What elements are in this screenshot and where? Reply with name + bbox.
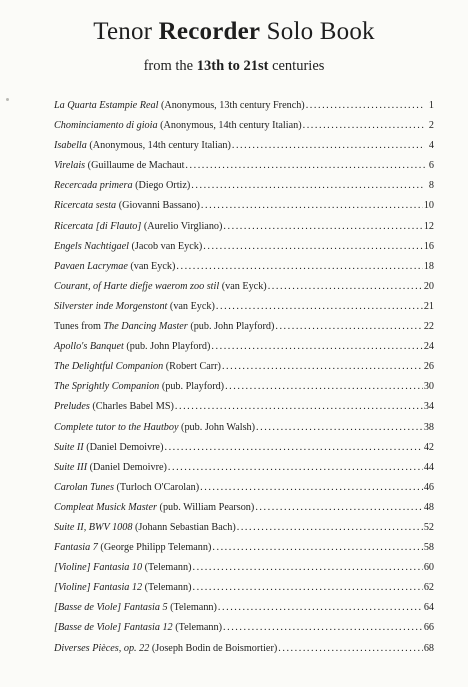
toc-entry [54, 578, 434, 598]
toc-page-number: 42 [423, 441, 434, 453]
toc-entry-work: Pavaen Lacrymae [54, 260, 128, 272]
toc-entry-composer: (van Eyck) [167, 300, 215, 312]
dot-leader [237, 518, 423, 538]
title-text-start: Tenor [93, 18, 159, 45]
toc-page-number: 66 [423, 622, 434, 634]
toc-entry-composer: (Aurelio Virgliano) [141, 220, 223, 232]
dot-leader [185, 156, 425, 176]
toc-entry-work: Preludes [54, 401, 90, 413]
subtitle-text-end: centuries [268, 58, 325, 74]
toc-entry-composer: (pub. John Playford) [187, 321, 275, 333]
toc-entry-work: Isabella [54, 140, 87, 152]
toc-entry [54, 217, 434, 237]
toc-page-number: 22 [423, 321, 434, 333]
toc-entry-composer: (Johann Sebastian Bach) [132, 521, 236, 533]
toc-entry [54, 639, 434, 659]
toc-entry-title [54, 337, 210, 357]
toc-page-number: 52 [423, 521, 434, 533]
toc-entry [54, 618, 434, 638]
toc-entry [54, 237, 434, 257]
toc-entry-title [54, 317, 274, 337]
toc-entry [54, 357, 434, 377]
toc-page-number: 4 [428, 140, 434, 152]
toc-page-number: 26 [423, 361, 434, 373]
dot-leader [168, 458, 423, 478]
toc-page-number: 6 [428, 160, 434, 172]
toc-entry-work: Silverster inde Morgenstont [54, 300, 168, 312]
toc-entry-composer: (Giovanni Bassano) [116, 200, 200, 212]
toc-entry-title [54, 277, 267, 297]
toc-entry-work: The Sprightly Companion [54, 381, 160, 393]
toc-entry-title [54, 478, 199, 498]
toc-page-number: 10 [423, 200, 434, 212]
toc-entry [54, 518, 434, 538]
toc-entry-title [54, 377, 224, 397]
toc-entry-composer: (Joseph Bodin de Boismortier) [149, 642, 278, 654]
toc-entry-composer: (Daniel Demoivre) [83, 441, 164, 453]
toc-entry-title [54, 297, 215, 317]
toc-entry-work: Diverses Pièces, op. 22 [54, 642, 150, 654]
toc-entry-composer: (Daniel Demoivre) [87, 461, 167, 473]
dot-leader [223, 217, 422, 237]
toc-page-number: 24 [423, 341, 434, 353]
toc-entry-composer: (Anonymous, 14th century Italian) [157, 120, 302, 132]
toc-entry-work: [Violine] Fantasia 12 [54, 582, 143, 594]
toc-page-number: 16 [423, 240, 434, 252]
toc-page-number: 34 [423, 401, 434, 413]
toc-page-number: 38 [423, 421, 434, 433]
toc-entry-title [54, 578, 191, 598]
dot-leader [232, 136, 425, 156]
toc-entry [54, 418, 434, 438]
toc-entry-title [54, 156, 184, 176]
dot-leader [191, 176, 425, 196]
toc-page-number: 62 [423, 582, 434, 594]
toc-page-number: 46 [423, 481, 434, 493]
dot-leader [256, 418, 423, 438]
toc-entry-title [54, 217, 222, 237]
dot-leader [223, 618, 423, 638]
toc-entry-composer: (pub. Playford) [159, 381, 225, 393]
toc-entry-title [54, 196, 200, 216]
dot-leader [306, 96, 425, 116]
page-subtitle [0, 58, 468, 75]
toc-entry-work: Virelais [54, 160, 86, 172]
toc-entry-title [54, 96, 305, 116]
toc-entry-work: Suite II [54, 441, 84, 453]
toc-entry-composer: (Telemann) [172, 622, 223, 634]
toc-entry-composer: (Guillaume de Machaut [85, 160, 185, 172]
dot-leader [176, 257, 422, 277]
toc-entry-work: Recercada primera [54, 180, 133, 192]
toc-entry-composer: (pub. John Playford) [123, 341, 211, 353]
toc-entry-composer: (Anonymous, 13th century French) [158, 100, 305, 111]
toc-entry-composer: (van Eyck) [219, 280, 267, 292]
toc-entry-work: Engels Nachtigael [54, 240, 129, 252]
toc-entry [54, 96, 434, 116]
toc-entry-composer: (Telemann) [142, 582, 192, 594]
toc-entry [54, 297, 434, 317]
toc-entry-work: The Dancing Master [103, 321, 188, 333]
toc-page-number: 30 [423, 381, 434, 393]
toc-entry-work: Suite III [54, 461, 88, 473]
toc-entry-composer: (Anonymous, 14th century Italian) [86, 140, 231, 152]
toc-entry [54, 397, 434, 417]
toc-entry [54, 277, 434, 297]
toc-entry [54, 558, 434, 578]
toc-entry-title [54, 438, 163, 458]
toc-entry-work: The Delightful Companion [54, 361, 164, 373]
page-title [0, 18, 468, 46]
toc-entry [54, 498, 434, 518]
toc-page-number: 8 [428, 180, 434, 192]
toc-entry [54, 438, 434, 458]
title-text-end: Solo Book [260, 18, 375, 45]
toc-entry-work: [Basse de Viole] Fantasia 12 [54, 622, 173, 634]
toc-entry-composer: (Jacob van Eyck) [128, 240, 203, 252]
toc-entry-title [54, 116, 302, 136]
toc-entry-prefix: Tunes from [54, 321, 104, 333]
dot-leader [278, 639, 423, 659]
toc-entry [54, 377, 434, 397]
toc-entry-work: Chominciamento di gioia [54, 120, 158, 132]
toc-entry-title [54, 538, 211, 558]
toc-page-number: 58 [423, 542, 434, 554]
toc-entry-work: Courant, of Harte diefje waerom zoo stil [54, 280, 220, 292]
toc-page-number: 1 [428, 100, 434, 111]
toc-entry [54, 598, 434, 618]
toc-entry-title [54, 458, 167, 478]
dot-leader [175, 397, 423, 417]
toc-entry-work: Compleat Musick Master [54, 501, 157, 513]
subtitle-text-bold: 13th to 21st [196, 58, 269, 74]
margin-mark [6, 98, 9, 101]
toc-entry-composer: (pub. William Pearson) [157, 501, 255, 513]
toc-entry [54, 156, 434, 176]
dot-leader [222, 357, 423, 377]
dot-leader [164, 438, 422, 458]
toc-page-number: 48 [423, 501, 434, 513]
dot-leader [275, 317, 422, 337]
dot-leader [203, 237, 423, 257]
toc-entry-work: [Basse de Viole] Fantasia 5 [54, 602, 168, 614]
toc-entry-title [54, 498, 254, 518]
toc-entry [54, 478, 434, 498]
toc-page-number: 60 [423, 562, 434, 574]
toc-entry-title [54, 176, 190, 196]
toc-entry-composer: (Telemann) [142, 562, 192, 574]
dot-leader [192, 558, 422, 578]
toc-entry-work: Carolan Tunes [54, 481, 114, 493]
toc-entry-composer: (George Philipp Telemann) [97, 542, 212, 554]
dot-leader [201, 196, 423, 216]
title-text-bold: Recorder [158, 18, 261, 45]
toc-entry-title [54, 418, 255, 438]
dot-leader [212, 538, 422, 558]
toc-entry-work: La Quarta Estampie Real [54, 100, 159, 111]
dot-leader [225, 377, 423, 397]
toc-entry [54, 337, 434, 357]
toc-page-number: 64 [423, 602, 434, 614]
toc-entry [54, 136, 434, 156]
dot-leader [268, 277, 423, 297]
toc-entry-work: [Violine] Fantasia 10 [54, 562, 143, 574]
toc-entry-title [54, 237, 202, 257]
toc-page-number: 2 [428, 120, 434, 132]
toc-entry-composer: (Robert Carr) [163, 361, 221, 373]
toc-entry-work: Fantasia 7 [54, 542, 98, 554]
toc-entry-work: Apollo's Banquet [54, 341, 124, 353]
dot-leader [211, 337, 422, 357]
toc-entry-title [54, 397, 174, 417]
toc-page-number: 68 [423, 642, 434, 654]
toc-entry-work: Suite II, BWV 1008 [54, 521, 133, 533]
toc-page-number: 20 [423, 280, 434, 292]
toc-entry-title [54, 558, 191, 578]
dot-leader [303, 116, 425, 136]
dot-leader [192, 578, 422, 598]
toc-entry-title [54, 518, 236, 538]
dot-leader [200, 478, 423, 498]
subtitle-text-start: from the [143, 58, 197, 74]
toc-entry-title [54, 357, 221, 377]
toc-page-number: 44 [423, 461, 434, 473]
toc-page-number: 21 [423, 300, 434, 312]
toc-entry-composer: (pub. John Walsh) [178, 421, 256, 433]
dot-leader [255, 498, 423, 518]
toc-entry [54, 538, 434, 558]
toc-entry [54, 458, 434, 478]
toc-entry-title [54, 639, 277, 659]
toc-entry-title [54, 136, 231, 156]
toc-entry-composer: (van Eyck) [127, 260, 176, 272]
toc-entry-title [54, 618, 222, 638]
toc-entry-work: Ricercata [di Flauto] [54, 220, 142, 232]
toc-entry [54, 317, 434, 337]
toc-entry [54, 196, 434, 216]
dot-leader [216, 297, 423, 317]
toc-entry [54, 116, 434, 136]
toc-entry-work: Complete tutor to the Hautboy [54, 421, 179, 433]
toc-entry-title [54, 598, 217, 618]
toc-entry-composer: (Diego Ortiz) [132, 180, 191, 192]
toc-entry-composer: (Charles Babel MS) [89, 401, 174, 413]
toc-entry [54, 176, 434, 196]
toc-entry-composer: (Turloch O'Carolan) [113, 481, 200, 493]
toc-page-number: 12 [423, 220, 434, 232]
table-of-contents [54, 96, 434, 659]
toc-entry-work: Ricercata sesta [54, 200, 117, 212]
dot-leader [218, 598, 423, 618]
toc-entry-composer: (Telemann) [167, 602, 217, 614]
toc-page-number: 18 [423, 260, 434, 272]
toc-entry [54, 257, 434, 277]
toc-entry-title [54, 257, 175, 277]
